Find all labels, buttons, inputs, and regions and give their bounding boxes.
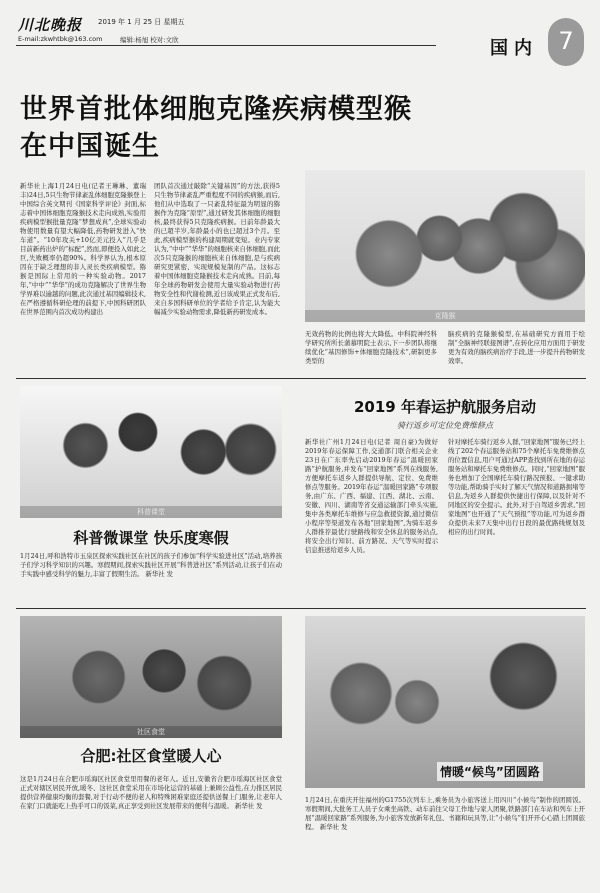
canteen-caption: 这是1月24日在合肥市瑶海区社区食堂里用餐的老年人。近日,安徽省合肥市瑶海区社区食堂正式对辖区居民开放,暖冬、这社区食堂采用在市场化运营的基础上兼顾公益性,在力推区居民提供营养健康均衡的套餐,对于行动不便的老人和特殊困难家庭还提供送餐上门服务,让老年人在家门口就能吃上热乎可口的饭菜,真正享受到社区发展带来的便利与温暖。 新华社 发 — [20, 775, 282, 810]
masthead-divider — [16, 45, 436, 46]
travel-column-1: 新华社广州1月24日电(记者 周自豪)为做好2019年春运保障工作,交通部门联合相关企业23日在广东率先启动2019年春运“温暖回家路”护航服务,并发布“回家地图”系列在线服务,方便摩托车返乡人群提供导航、定位、免费维修点等服务。2019年春运“温暖回家路”专项服务,由广东、广西、福建、江西、湖北、云南、安徽、四川、湖南等省交通运输部门牵头实施,集中各类摩托车维修与应急救援资源,通过微信小程序等渠道发布各地“回家地图”,为骑车返乡人群推荐最优行驶路线和安全休息的服务站点,将安全出行知识、前方路况、天气等实时提示信息推送给返乡人员。 — [305, 438, 438, 554]
class-caption: 1月24日,呼和浩特市玉泉区探索实践社区在社区的孩子们参加“科学实验进社区”活动,培养孩子们学习科学知识的兴趣。寒假期间,探索实践社区开展“科普进社区”系列活动,让孩子们在动手实践中感受科学的魅力,丰富了假期生活。 新华社 发 — [20, 552, 282, 578]
travel-subhead: 骑行返乡可定位免费维修点 — [397, 421, 493, 430]
page-number-badge — [548, 18, 584, 66]
newspaper-logo: 川北晚报 — [18, 16, 83, 34]
section-title: 国内 — [490, 38, 538, 59]
science-class-photo — [20, 386, 282, 518]
cloned-monkeys-photo — [305, 170, 585, 322]
page-number: 7 — [558, 27, 574, 55]
canteen-headline: 合肥:社区食堂暖人心 — [80, 747, 222, 765]
lead-column-4: 脑疾病的克隆猴模型,在基础研究方面用于绘制“全脑神经联接图谱”,在转化应用方面用于研发更为有效的脑疾病治疗手段,进一步提升药物研发效率。 — [448, 330, 585, 365]
travel-column-2: 针对摩托车骑行返乡人群,“回家地图”服务已经上线了202个春运服务站和75个摩托车免费维修点的位置信息,用户可通过APP查找到所在地的春运服务站和摩托车免费维修点。同时,“回家地图”服务也增加了全国摩托车骑行路况预报、一键求助等功能,帮助骑手实时了解天气情况和道路拥堵等信息,为返乡人群提供快捷出行保障,以及针对不同地区的安全提示。此外,对于自驾返乡需求,“回家地图”也开通了“天气预报”等功能,可为返乡群众提供未来7天集中出行日段的最优路线规划及相应的出行时间。 — [448, 438, 585, 536]
masthead — [0, 0, 600, 70]
monkeys-photo-label: 克隆猴 — [305, 310, 585, 322]
lead-bottom-divider — [16, 378, 586, 379]
issue-date: 2019 年 1 月 25 日 星期五 — [98, 18, 185, 26]
class-headline: 科普微课堂 快乐度寒假 — [73, 529, 229, 547]
train-caption: 1月24日,在重庆开往福州的G1755次列车上,乘务员为小旅客送上用四川“小候鸟”制作的团圆饭。寒假期间,大批务工人员子女乘坐高铁、动车前往父母工作地与家人团聚,铁路部门在车站和列车上开展“温暖回家路”系列服务,为小旅客发放新年礼包、书籍和玩具等,让“小候鸟”们开开心心踏上团圆旅程。 新华社 发 — [305, 796, 585, 831]
lead-column-3: 无效药物的比例也将大大降低。中科院神经科学研究所所长蒲慕明院士表示,下一步团队将继续优化“基因修饰+体细胞克隆技术”,研制更多类型的 — [305, 330, 437, 365]
editors-credit: 编辑:杨旭 校对:文欣 — [120, 36, 179, 44]
canteen-photo — [20, 616, 282, 738]
canteen-photo-label: 社区食堂 — [20, 726, 282, 738]
lead-headline-line2: 在中国诞生 — [20, 131, 160, 162]
lead-column-2: 团队首次通过敲除“关键基因”的方法,获得5只生物节律紊乱严重程度不同的疾病猴,而后,他们从中选取了一只紊乱特征最为明显的猕猴作为克隆“原型”,通过研发其体细胞的细胞核,最终获得5只克隆疾病猴。日前年龄最大的已超半岁,年龄最小的也已超过3个月。至此,疾病模型猴的构建周期就变短。业内专家认为,“中中”“华华”的细胞核来自体细胞,而此次5只克隆猴的细胞核来自体细胞,是与疾病研究更紧密、实现规模复制的产品。这标志着中国体细胞克隆猴技术走向成熟。目前,每年全球药物研发会使用大量实验动物进行药物安全性和代谢检测,近日该成果正式发布后,来自多国科研单位的学者给予肯定,认为能大幅减少实验动物需求,降低新药研发成本。 — [154, 182, 280, 316]
train-photo-title: 情暖“候鸟”团圆路 — [437, 762, 543, 781]
middle-divider — [16, 608, 586, 609]
train-photo — [305, 616, 585, 788]
class-photo-label: 科普课堂 — [20, 506, 282, 518]
email-address: E-mail:zkwhtbk@163.com — [18, 35, 103, 43]
travel-headline: 2019 年春运护航服务启动 — [354, 398, 536, 416]
lead-column-1: 新华社上海1月24日电(记者王琳琳、董瑞丰)24日,5只生物节律紊乱体细胞克隆猴登上中国综合英文期刊《国家科学评论》封面,标志着中国体细胞克隆猴技术走向成熟,实验用疾病模型猴批量克隆“梦想成真”,全球实验动物使用数量有望大幅降低,药物研发进入“快车道”。“10年攻关+10亿美元投入”几乎是目前新药出炉的“标配”,然而,即便投入如此之巨,失败概率仍超90%。科学界认为,根本原因在于缺乏理想的非人灵长类疾病模型。猕猴是国际上常用的一种实验动物。2017年,“中中”“华华”的成功克隆解决了世界生物学界难以逾越的问题,此次通过基因编辑技术,在严格遵循科研伦理的前提下,中国科研团队在世界范围内首次成功构建出 — [20, 182, 146, 316]
lead-headline-line1: 世界首批体细胞克隆疾病模型猴 — [20, 94, 412, 125]
